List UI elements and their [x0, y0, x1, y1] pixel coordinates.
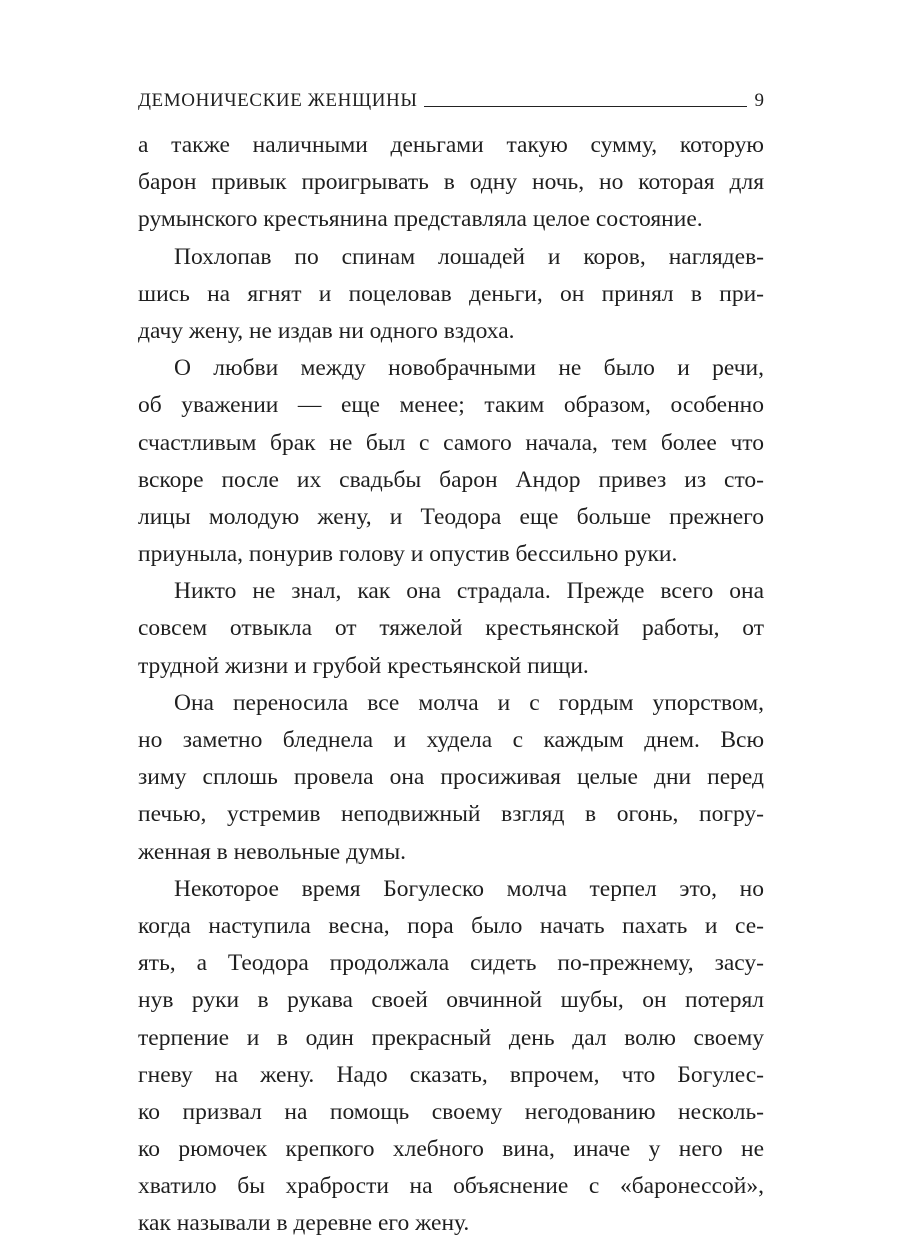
text-line: румынского крестьянина представляла целое состояние. [138, 206, 703, 233]
header-rule [424, 106, 747, 107]
text-line: Она переносила все молча и с гордым упорством, [174, 689, 764, 716]
text-line: зиму сплошь провела она просиживая целые дни перед [138, 764, 764, 791]
text-line: об уважении — еще менее; таким образом, особенно [138, 392, 764, 419]
text-line: совсем отвыкла от тяжелой крестьянской работы, от [138, 615, 764, 642]
text-line: ко рюмочек крепкого хлебного вина, иначе у него не [138, 1136, 764, 1163]
text-line: но заметно бледнела и худела с каждым днем. Всю [138, 727, 764, 753]
text-line: ко призвал на помощь своему негодованию несколь- [138, 1098, 764, 1125]
text-line: лицы молодую жену, и Теодора еще больше прежнего [138, 503, 764, 530]
running-header [138, 86, 764, 116]
text-line: дачу жену, не издав ни одного вздоха. [138, 317, 515, 344]
text-line: гневу на жену. Надо сказать, впрочем, что Богулес- [138, 1061, 764, 1088]
text-line: женная в невольные думы. [138, 838, 407, 865]
text-line: Никто не знал, как она страдала. Прежде всего она [174, 578, 764, 605]
running-title: ДЕМОНИЧЕСКИЕ ЖЕНЩИНЫ [138, 90, 418, 111]
text-line: нув руки в рукава своей овчинной шубы, он потерял [138, 987, 764, 1014]
text-line: трудной жизни и грубой крестьянской пищи. [138, 652, 589, 679]
text-line: счастливым брак не был с самого начала, тем более что [138, 429, 764, 456]
text-line: когда наступила весна, пора было начать пахать и се- [138, 912, 764, 939]
text-line: как называли в деревне его жену. [138, 1210, 470, 1237]
text-line: ять, а Теодора продолжала сидеть по-прежнему, засу- [138, 950, 764, 977]
text-line: приуныла, понурив голову и опустив бессильно руки. [138, 541, 678, 568]
text-line: Некоторое время Богулеско молча терпел это, но [174, 875, 764, 902]
text-line: вскоре после их свадьбы барон Андор привез из сто- [138, 466, 764, 493]
text-line: шись на ягнят и поцеловав деньги, он принял в при- [138, 280, 764, 307]
text-line: хватило бы храбрости на объяснение с «баронессой», [138, 1173, 764, 1200]
text-line: а также наличными деньгами такую сумму, которую [138, 132, 764, 158]
text-line: барон привык проигрывать в одну ночь, но которая для [138, 169, 764, 196]
body-text [138, 127, 764, 1243]
text-line: терпение и в один прекрасный день дал волю своему [138, 1024, 764, 1051]
page-number: 9 [754, 90, 764, 111]
text-line: О любви между новобрачными не было и речи, [174, 355, 764, 382]
text-line: печью, устремив неподвижный взгляд в огонь, погру- [138, 801, 764, 828]
text-line: Похлопав по спинам лошадей и коров, наглядев- [174, 243, 764, 270]
